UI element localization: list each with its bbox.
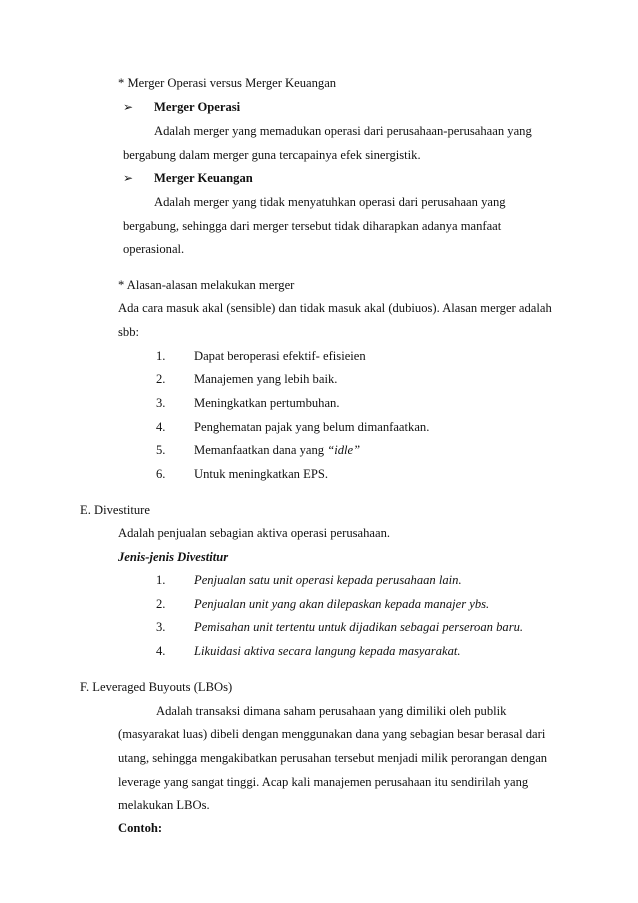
- list-item-number: 4.: [156, 420, 166, 434]
- list-item-number: 2.: [156, 597, 166, 611]
- divestiture-definition: Adalah penjualan sebagian aktiva operasi perusahaan.: [118, 526, 391, 540]
- divestiture-subheading: Jenis-jenis Divestitur: [118, 550, 229, 564]
- list-item: Pemisahan unit tertentu untuk dijadikan sebagai perseroan baru.: [194, 620, 524, 634]
- lbo-line-4: leverage yang sangat tinggi. Acap kali manajemen perusahaan itu sendirilah yang: [118, 775, 529, 789]
- idle-quote: “idle”: [327, 443, 361, 457]
- lbo-line-5: melakukan LBOs.: [118, 798, 210, 812]
- merger-heading: * Merger Operasi versus Merger Keuangan: [118, 76, 337, 90]
- alasan-intro-line-2: sbb:: [118, 325, 139, 339]
- alasan-heading: * Alasan-alasan melakukan merger: [118, 278, 295, 292]
- list-item-number: 1.: [156, 349, 166, 363]
- list-item: Penjualan unit yang akan dilepaskan kepada manajer ybs.: [194, 597, 490, 611]
- list-item-number: 3.: [156, 620, 166, 634]
- list-item: Penghematan pajak yang belum dimanfaatkan.: [194, 420, 430, 434]
- list-item-number: 4.: [156, 644, 166, 658]
- merger-keuangan-title: Merger Keuangan: [154, 171, 253, 185]
- merger-keuangan-line-2: bergabung, sehingga dari merger tersebut tidak diharapkan adanya manfaat: [123, 219, 502, 233]
- lbo-line-1: Adalah transaksi dimana saham perusahaan yang dimiliki oleh publik: [156, 704, 507, 718]
- lbo-heading: F. Leveraged Buyouts (LBOs): [80, 680, 233, 694]
- bullet-arrow-icon: ➢: [123, 171, 134, 185]
- merger-operasi-line-2: bergabung dalam merger guna tercapainya efek sinergistik.: [123, 148, 421, 162]
- list-item-text: Memanfaatkan dana yang: [194, 443, 328, 457]
- alasan-intro-line-1: Ada cara masuk akal (sensible) dan tidak masuk akal (dubiuos). Alasan merger adalah: [118, 301, 552, 315]
- list-item-number: 3.: [156, 396, 166, 410]
- merger-operasi-line-1: Adalah merger yang memadukan operasi dari perusahaan-perusahaan yang: [154, 124, 532, 138]
- merger-operasi-title: Merger Operasi: [154, 100, 241, 114]
- list-item-number: 1.: [156, 573, 166, 587]
- list-item: [194, 444, 360, 457]
- list-item-number: 5.: [156, 443, 166, 457]
- list-item: Dapat beroperasi efektif- efisieien: [194, 349, 366, 363]
- merger-keuangan-line-3: operasional.: [123, 242, 185, 256]
- bullet-arrow-icon: ➢: [123, 100, 134, 114]
- list-item: Meningkatkan pertumbuhan.: [194, 396, 340, 410]
- list-item-number: 2.: [156, 372, 166, 386]
- lbo-contoh: Contoh:: [118, 821, 163, 835]
- list-item: Likuidasi aktiva secara langung kepada masyarakat.: [194, 644, 461, 658]
- list-item: Manajemen yang lebih baik.: [194, 372, 338, 386]
- lbo-line-2: (masyarakat luas) dibeli dengan menggunakan dana yang sebagian besar berasal dari: [118, 727, 546, 741]
- divestiture-heading: E. Divestiture: [80, 503, 150, 517]
- list-item: Penjualan satu unit operasi kepada perusahaan lain.: [194, 573, 462, 587]
- list-item-number: 6.: [156, 467, 166, 481]
- list-item: Untuk meningkatkan EPS.: [194, 467, 328, 481]
- merger-keuangan-line-1: Adalah merger yang tidak menyatuhkan operasi dari perusahaan yang: [154, 195, 506, 209]
- lbo-line-3: utang, sehingga mengakibatkan perusahan tersebut menjadi milik perorangan dengan: [118, 751, 548, 765]
